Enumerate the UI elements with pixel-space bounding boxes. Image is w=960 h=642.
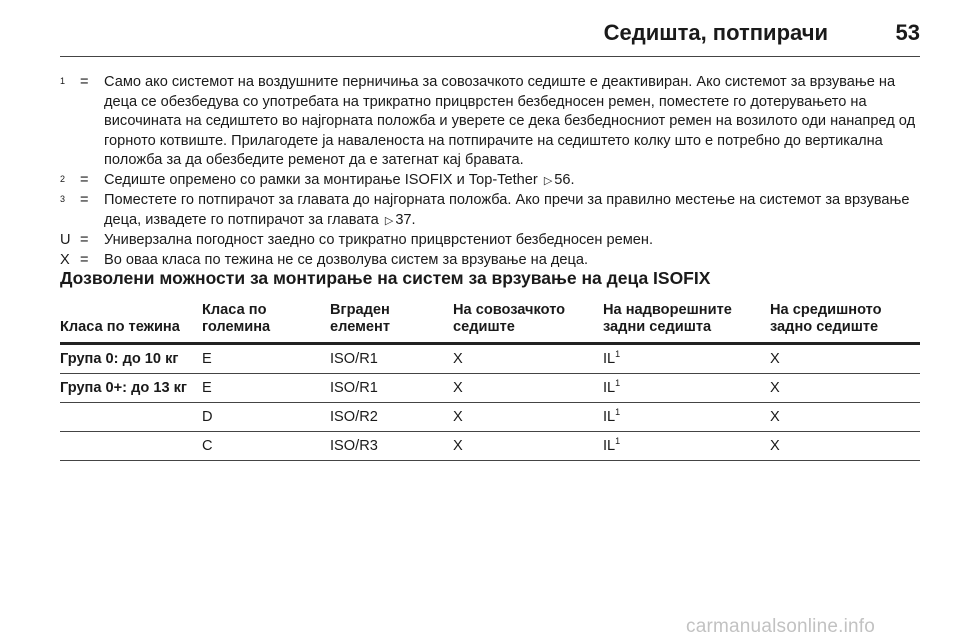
size-class-cell: E bbox=[202, 374, 330, 403]
legend-u bbox=[60, 231, 922, 251]
fixture-cell: ISO/R3 bbox=[330, 432, 453, 461]
footnote-2 bbox=[60, 171, 922, 192]
center-rear-seat-cell: X bbox=[770, 344, 920, 374]
column-header: Класа по тежина bbox=[60, 302, 202, 344]
footnote-marker: 3 bbox=[60, 194, 66, 204]
outer-rear-seat-cell: $IL^1$ bbox=[603, 344, 770, 374]
page-reference-arrow-icon: ▷ bbox=[384, 214, 394, 227]
footnote-text: Поместете го потпирачот за главата до најгорната положба. Ако пречи за правилно местење на системот за врзување деца, извадете го потпирачот за главата ▷ 37. bbox=[104, 191, 922, 231]
table-row bbox=[60, 432, 920, 461]
page-reference-arrow-icon: ▷ bbox=[543, 174, 553, 187]
center-rear-seat-cell: X bbox=[770, 403, 920, 432]
size-class-cell: C bbox=[202, 432, 330, 461]
page-reference-link[interactable]: 56. bbox=[554, 171, 575, 188]
legend-marker: U bbox=[60, 232, 71, 248]
watermark: carmanualsonline.info bbox=[686, 616, 876, 637]
footnote-1 bbox=[60, 73, 922, 171]
table-row bbox=[60, 403, 920, 432]
size-class-cell: E bbox=[202, 344, 330, 374]
table-header-row bbox=[60, 302, 920, 344]
column-header: На средишното задно седиште bbox=[770, 302, 920, 344]
front-seat-cell: X bbox=[453, 344, 603, 374]
center-rear-seat-cell: X bbox=[770, 374, 920, 403]
footnote-text: Седиште опремено со рамки за монтирање ISOFIX и Top-Tether ▷ 56. bbox=[104, 171, 922, 192]
equals-sign: = bbox=[80, 232, 89, 248]
column-header: На надворешните задни седишта bbox=[603, 302, 770, 344]
fixture-cell: ISO/R1 bbox=[330, 344, 453, 374]
table-row bbox=[60, 344, 920, 374]
outer-rear-seat-cell: $IL^1$ bbox=[603, 432, 770, 461]
weight-class-cell: Група 0+: до 13 кг bbox=[60, 374, 202, 403]
equals-sign: = bbox=[80, 74, 89, 90]
equals-sign: = bbox=[80, 251, 89, 268]
outer-rear-seat-cell: $IL^1$ bbox=[603, 374, 770, 403]
footnotes bbox=[60, 73, 922, 270]
outer-rear-seat-cell: $IL^1$ bbox=[603, 403, 770, 432]
footnote-marker: 1 bbox=[60, 76, 66, 86]
footnote-marker: 2 bbox=[60, 173, 66, 184]
page-reference-link[interactable]: 37. bbox=[395, 211, 416, 228]
center-rear-seat-cell: X bbox=[770, 432, 920, 461]
fixture-cell: ISO/R1 bbox=[330, 374, 453, 403]
weight-class-cell: Група 0: до 10 кг bbox=[60, 344, 202, 374]
section-title: Дозволени можности за монтирање на систем за врзување на деца ISOFIX bbox=[60, 268, 711, 288]
page-header bbox=[60, 16, 920, 57]
weight-class-cell bbox=[60, 403, 202, 432]
front-seat-cell: X bbox=[453, 403, 603, 432]
front-seat-cell: X bbox=[453, 432, 603, 461]
fixture-cell: ISO/R2 bbox=[330, 403, 453, 432]
legend-text: Во оваа класа по тежина не се дозволува систем за врзување на деца. bbox=[104, 251, 589, 268]
table-row bbox=[60, 374, 920, 403]
page-title: Седишта, потпирачи bbox=[603, 20, 828, 45]
front-seat-cell: X bbox=[453, 374, 603, 403]
column-header: Вграден елемент bbox=[330, 302, 453, 344]
legend-text: Универзална погодност заедно со трикратно прицврстениот безбедносен ремен. bbox=[104, 232, 654, 248]
column-header: Класа по големина bbox=[202, 302, 330, 344]
equals-sign: = bbox=[80, 171, 89, 188]
footnote-3 bbox=[60, 191, 922, 231]
isofix-table bbox=[60, 302, 920, 461]
equals-sign: = bbox=[80, 192, 89, 208]
size-class-cell: D bbox=[202, 403, 330, 432]
page-number: 53 bbox=[895, 20, 920, 45]
legend-marker: X bbox=[60, 251, 70, 268]
column-header: На совозачкото седиште bbox=[453, 302, 603, 344]
footnote-text: Само ако системот на воздушните перничиња за совозачкото седиште е деактивиран. Ако системот за врзување на деца се обезбедува со употребата на трикратно прицврстен безбедносен ремен, поместете го дотерувањето на височината на седиштето во најгорната положба и уверете се дека безбедносниот ремен на возилото оди нанапред од горното котвиште. Прилагодете ја наваленоста на потпирачите на седиштето колку што е потребно до вертикална положба за да обезбедите ременот да е затегнат кај бравата. bbox=[104, 74, 916, 168]
weight-class-cell bbox=[60, 432, 202, 461]
